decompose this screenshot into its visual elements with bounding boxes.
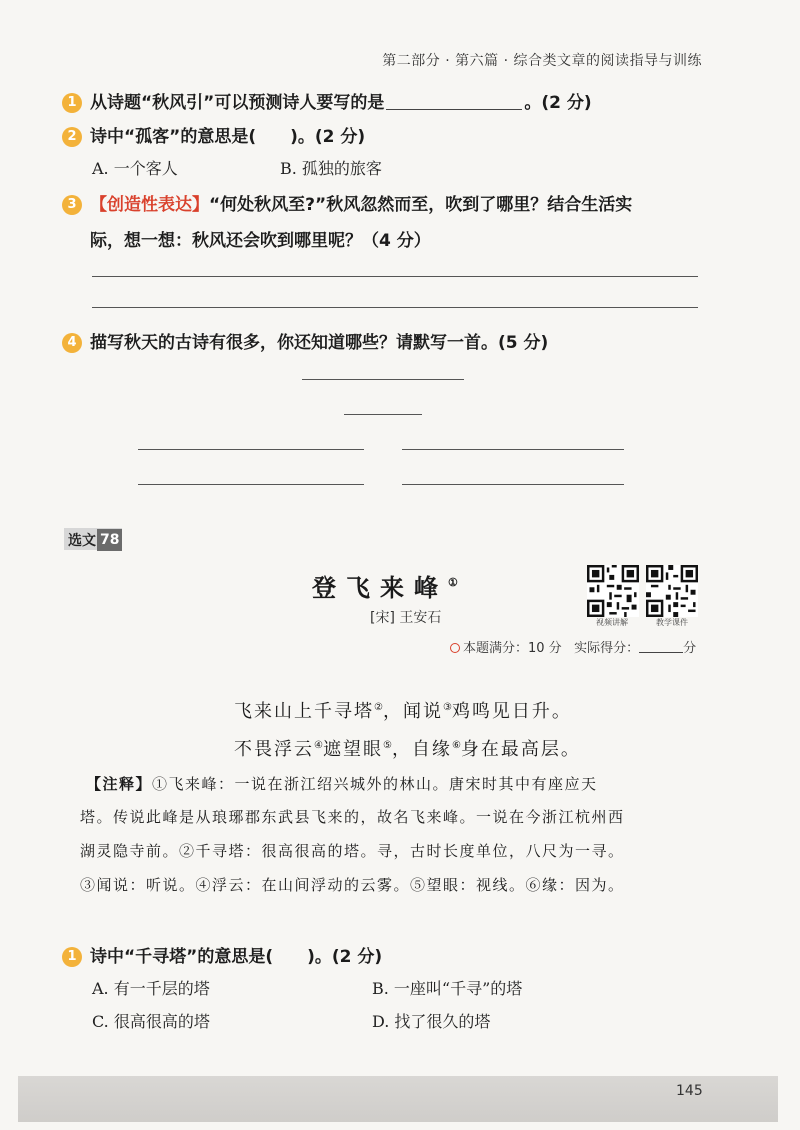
page-number: 145 — [676, 1083, 703, 1099]
question-number-badge: 2 — [62, 127, 82, 147]
question-2 — [62, 122, 365, 147]
poem-title-text: 登飞来峰 — [312, 573, 448, 602]
answer-blank[interactable] — [386, 94, 522, 110]
footnote-marker: ④ — [314, 740, 323, 751]
score-blank[interactable] — [639, 641, 683, 653]
question-text: 诗中“千寻塔”的意思是( )。(2 分) — [90, 947, 383, 967]
note-line-1 — [86, 773, 598, 794]
poem-line[interactable] — [402, 449, 624, 450]
poem-line-2 — [234, 735, 581, 761]
poem-line[interactable] — [138, 484, 364, 485]
score-line — [450, 637, 696, 656]
poem-title — [312, 568, 458, 603]
question-3-line2: 际，想一想：秋风还会吹到哪里呢？（4 分） — [90, 231, 431, 251]
running-head: 第二部分 · 第六篇 · 综合类文章的阅读指导与训练 — [382, 53, 702, 69]
footnote-marker: ② — [374, 702, 383, 713]
question-number-badge: 1 — [62, 93, 82, 113]
answer-line[interactable] — [92, 276, 698, 277]
option-a: A. 有一千层的塔 — [92, 979, 210, 998]
note-line-4: ③闻说：听说。④浮云：在山间浮动的云雾。⑤望眼：视线。⑥缘：因为。 — [80, 876, 625, 894]
selection-number: 78 — [97, 529, 122, 551]
footer-bar — [18, 1076, 778, 1122]
question-tag: 【创造性表达】 — [90, 195, 209, 215]
score-full: 本题满分：10 分 — [463, 641, 562, 656]
qr-code-courseware-icon[interactable] — [646, 565, 698, 617]
question-1 — [62, 88, 592, 113]
poem-title-line[interactable] — [302, 379, 464, 380]
selection-tag — [64, 528, 122, 550]
question-text: 诗中“孤客”的意思是( )。(2 分) — [90, 127, 366, 147]
poem-line-1 — [234, 697, 572, 723]
note-text: ①飞来峰：一说在浙江绍兴城外的林山。唐宋时其中有座应天 — [152, 775, 598, 793]
poem-author-line[interactable] — [344, 414, 422, 415]
poem-question-1 — [62, 942, 382, 967]
score-unit: 分 — [683, 641, 697, 656]
question-number-badge: 1 — [62, 947, 82, 967]
note-label: 【注释】 — [86, 775, 153, 793]
question-text: “何处秋风至?”秋风忽然而至，吹到了哪里？结合生活实 — [209, 195, 633, 215]
poem-text: 飞来山上千寻塔 — [234, 701, 374, 722]
poem-line[interactable] — [402, 484, 624, 485]
poem-text: 遮望眼 — [322, 739, 383, 760]
option-b: B. 孤独的旅客 — [280, 159, 382, 178]
poem-text: 身在最高层。 — [460, 739, 581, 760]
poem-text: ，自缘 — [391, 739, 452, 760]
clock-icon — [450, 643, 460, 653]
option-c: C. 很高很高的塔 — [92, 1012, 210, 1031]
note-line-3: 湖灵隐寺前。②千寻塔：很高很高的塔。寻，古时长度单位，八尺为一寻。 — [80, 842, 625, 860]
poem-line[interactable] — [138, 449, 364, 450]
note-line-2: 塔。传说此峰是从琅琊郡东武县飞来的，故名飞来峰。一说在今浙江杭州西 — [80, 808, 625, 826]
question-4 — [62, 328, 548, 353]
option-d: D. 找了很久的塔 — [372, 1012, 491, 1031]
qr-caption: 视频讲解 — [596, 618, 628, 627]
question-number-badge: 3 — [62, 195, 82, 215]
question-text: 描写秋天的古诗有很多，你还知道哪些？请默写一首。(5 分) — [90, 333, 549, 353]
footnote-marker: ③ — [442, 702, 452, 713]
poem-text: 鸡鸣见日升。 — [451, 701, 572, 722]
option-b: B. 一座叫“千寻”的塔 — [372, 979, 523, 998]
footnote-marker: ⑤ — [382, 740, 392, 751]
question-text: 从诗题“秋风引”可以预测诗人要写的是 — [90, 93, 385, 113]
poem-text: ，闻说 — [382, 701, 443, 722]
poem-author: [宋] 王安石 — [370, 610, 442, 626]
answer-line[interactable] — [92, 307, 698, 308]
score-actual-label: 实际得分： — [574, 641, 640, 656]
question-3 — [62, 190, 632, 215]
selection-label: 选文 — [68, 532, 96, 549]
question-number-badge: 4 — [62, 333, 82, 353]
qr-code-video-icon[interactable] — [587, 565, 639, 617]
footnote-marker: ① — [448, 576, 458, 589]
qr-caption: 教学课件 — [656, 618, 688, 627]
poem-text: 不畏浮云 — [234, 739, 314, 760]
option-a: A. 一个客人 — [92, 159, 178, 178]
footnote-marker: ⑥ — [451, 740, 461, 751]
question-points: 。(2 分) — [524, 93, 592, 113]
